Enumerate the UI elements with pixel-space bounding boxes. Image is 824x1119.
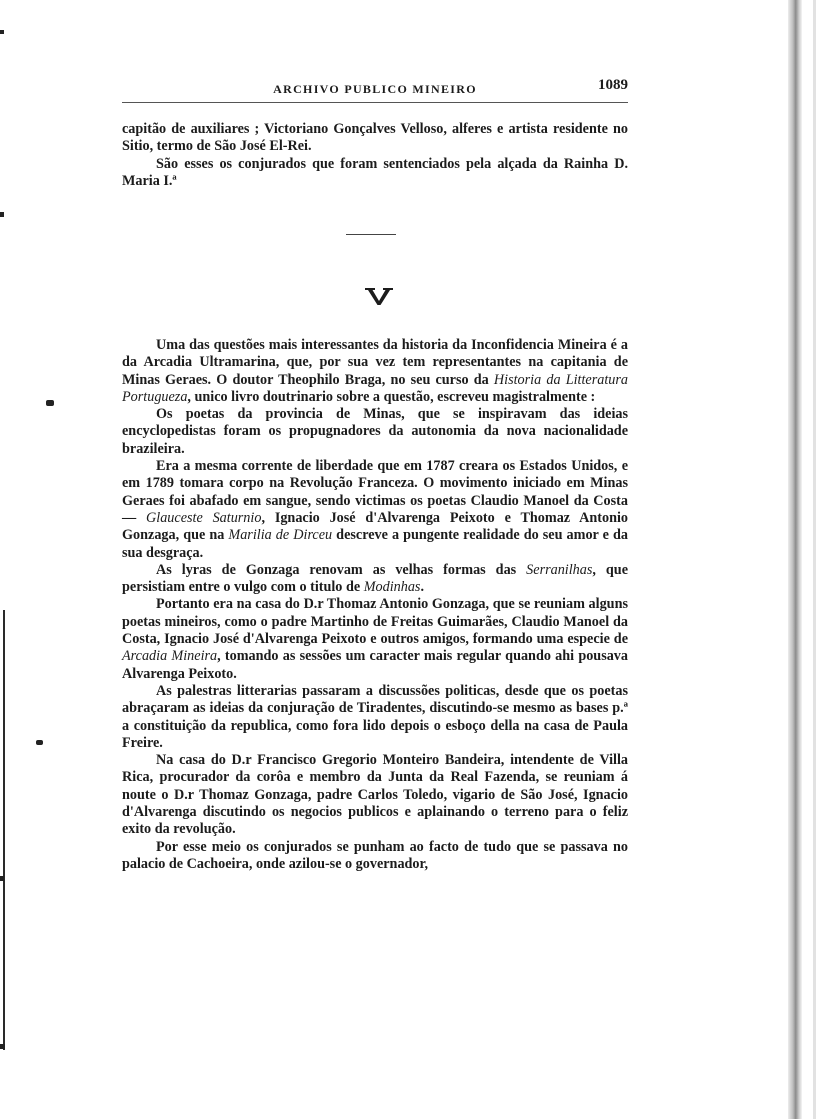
text-run: , Ignacio José d'Alvarenga Peixoto e Thomaz Antonio Gonzaga, que na <box>122 509 629 544</box>
text-run: , unico livro doutrinario sobre a questão, escreveu magistralmente : <box>187 388 596 405</box>
paragraph-continuation: capitão de auxiliares ; Victoriano Gonçalves Velloso, alferes e artista residente no Sitio, termo de São José El-Rei. <box>122 121 628 155</box>
italic-term: Modinhas <box>363 579 421 596</box>
text-run: descreve a pungente realidade do seu amor e da sua desgraça. <box>122 527 628 561</box>
scan-speck <box>0 1044 5 1049</box>
text-run: Era a mesma corrente de liberdade que em 1787 creara os Estados Unidos, e em 1789 tomara corpo na Revolução Franceza. O movimento iniciado em Minas Geraes foi abafado em sangue, sendo victimas os poetas Claudio Manoel da Costa — <box>122 458 628 526</box>
book-title: Historia da Litteratura Portugueza <box>122 371 628 405</box>
scan-speck <box>0 30 4 34</box>
running-title: ARCHIVO PUBLICO MINEIRO <box>273 82 477 96</box>
paragraph <box>122 596 628 682</box>
scan-speck <box>36 740 43 745</box>
text-run: Uma das questões mais interessantes da historia da Inconfidencia Mineira é a da Arcadia Ultramarina, que, por sua vez tem representantes na capitania de Minas Geraes. O doutor Theophilo Braga, no seu curso da <box>122 337 628 388</box>
top-text-block <box>122 121 628 190</box>
paragraph: As palestras litterarias passaram a discussões politicas, desde que os poetas abraçaram as ideias da conjuração de Tiradentes, discutindo-se mesmo as bases p.ª a constituição da republica, como fora lido depois o esboço della na casa de Paula Freire. <box>122 682 628 751</box>
section-separator <box>346 234 396 235</box>
paragraph <box>122 337 628 406</box>
pseudonym: Glauceste Saturnio <box>146 509 262 526</box>
text-run: , tomando as sessões um caracter mais regular quando ahi pousava Alvarenga Peixoto. <box>122 648 628 682</box>
italic-term: Serranilhas <box>526 561 593 578</box>
page-number: 1089 <box>598 77 628 93</box>
italic-term: Arcadia Mineira <box>122 648 218 665</box>
paragraph: Os poetas da provincia de Minas, que se inspiravam das ideias encyclopedistas foram os propugnadores da autonomia da nova nacionalidade brazileira. <box>122 406 628 457</box>
scan-speck <box>46 400 54 406</box>
text-run: . <box>420 579 424 596</box>
book-spine-shadow <box>788 0 802 1119</box>
paragraph: São esses os conjurados que foram sentenciados pela alçada da Rainha D. Maria I.ª <box>122 155 628 189</box>
page-edge <box>813 0 816 1119</box>
margin-line <box>3 610 5 1050</box>
scan-speck <box>0 876 4 881</box>
paragraph <box>122 562 628 597</box>
book-title: Marilia de Dirceu <box>228 527 333 544</box>
text-run: Portanto era na casa do D.r Thomaz Antonio Gonzaga, que se reuniam alguns poetas mineiros, como o padre Martinho de Freitas Guimarães, Claudio Manoel da Costa, Ignacio José d'Alvarenga Peixoto e outros amigos, formando uma especie de <box>122 596 628 648</box>
paragraph: Por esse meio os conjurados se punham ao facto de tudo que se passava no palacio de Cachoeira, onde azilou-se o governador, <box>122 838 628 872</box>
page-header <box>122 76 628 100</box>
section-numeral-v-icon <box>364 286 394 306</box>
section-numeral <box>364 286 394 306</box>
scan-speck <box>0 212 4 217</box>
section-text-block <box>122 337 628 873</box>
text-run: As lyras de Gonzaga renovam as velhas formas das <box>156 561 527 578</box>
header-rule <box>122 102 628 103</box>
text-run: , que persistiam entre o vulgo com o titulo de <box>122 561 628 596</box>
paragraph <box>122 458 628 562</box>
paragraph: Na casa do D.r Francisco Gregorio Monteiro Bandeira, intendente de Villa Rica, procurador da corôa e membro da Junta da Real Fazenda, se reuniam á noute o D.r Thomaz Gonzaga, padre Carlos Toledo, vigario de São José, Ignacio d'Alvarenga discutindo os negocios publicos e aplainando o terreno para o feliz exito da revolução. <box>122 752 628 838</box>
